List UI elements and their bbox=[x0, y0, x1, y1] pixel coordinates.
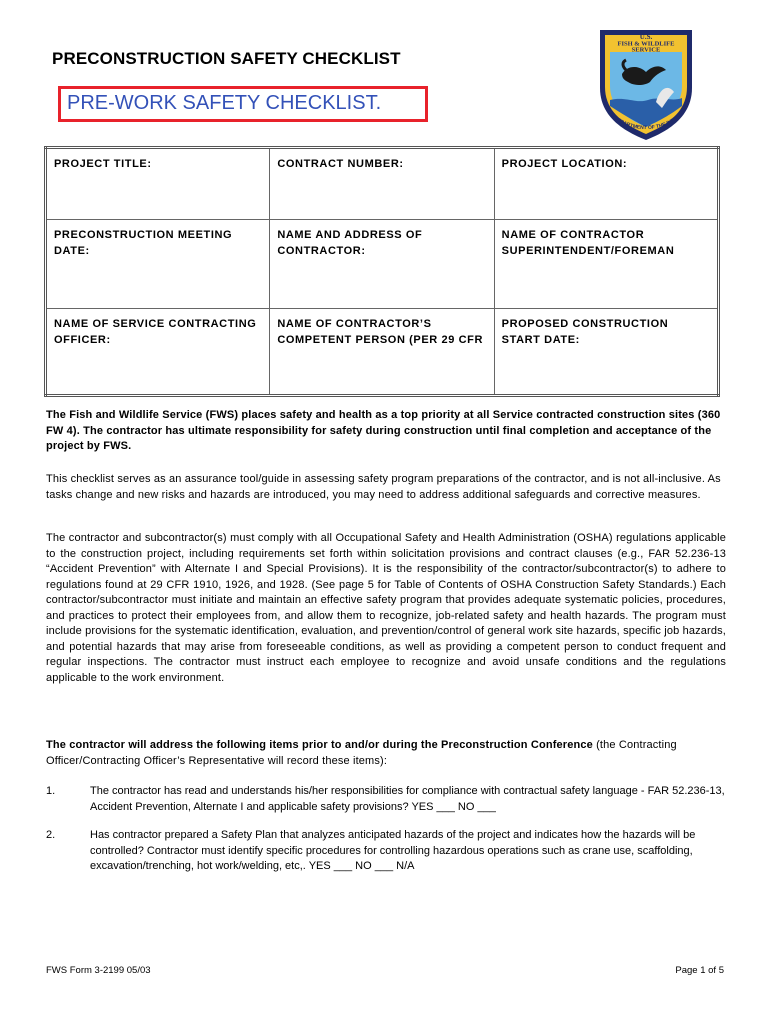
conference-items-intro-rest: (the Contracting Officer/Contracting Officer’s Representative will record these items): bbox=[46, 739, 677, 767]
form-id: FWS Form 3-2199 05/03 bbox=[46, 965, 151, 976]
project-info-table bbox=[44, 146, 720, 397]
page-title: PRECONSTRUCTION SAFETY CHECKLIST bbox=[52, 49, 401, 68]
contractor-address-field[interactable]: NAME AND ADDRESS OF CONTRACTOR: bbox=[270, 220, 494, 309]
project-title-field[interactable]: PROJECT TITLE: bbox=[46, 148, 270, 220]
table-row bbox=[46, 148, 719, 220]
osha-compliance-paragraph: The contractor and subcontractor(s) must comply with all Occupational Safety and Health Administration (OSHA) regulations applicable to the construction project, including requirements set forth within solicitation provisions and contract clauses (e.g., FAR 52.236-13 “Accident Prevention” with Alternate I and Special Provisions). It is the responsibility of the contractor/subcontractor(s) to adhere to regulations found at 29 CFR 1910, 1926, and 1928. (See page 5 for Table of Contents of OSHA Construction Safety Standards.) Each contractor/subcontractor must initiate and maintain an effective safety program that provides adequate systematic policies, procedures, and practices to protect their employees from, and allow them to recognize, job-related safety and health hazards. The program must include provisions for the systematic identification, evaluation, and prevention/control of general work site hazards, specific job hazards, and potential hazards that may arise from foreseeable conditions, as well as providing a competent person to conduct frequent and regular inspections. The contractor must instruct each employee to recognize and avoid unsafe conditions and the regulations applicable to the work environment. bbox=[46, 532, 726, 684]
page-number: Page 1 of 5 bbox=[675, 965, 724, 976]
meeting-date-field[interactable]: PRECONSTRUCTION MEETING DATE: bbox=[46, 220, 270, 309]
start-date-field[interactable]: PROPOSED CONSTRUCTION START DATE: bbox=[494, 309, 718, 396]
competent-person-field[interactable]: NAME OF CONTRACTOR’S COMPETENT PERSON (PER 29 CFR bbox=[270, 309, 494, 396]
fws-shield-logo bbox=[596, 26, 696, 142]
conference-items-intro bbox=[46, 738, 726, 769]
subtitle-box bbox=[58, 86, 428, 122]
table-row bbox=[46, 309, 719, 396]
superintendent-field[interactable]: NAME OF CONTRACTOR SUPERINTENDENT/FOREMAN bbox=[494, 220, 718, 309]
project-location-field[interactable]: PROJECT LOCATION: bbox=[494, 148, 718, 220]
checklist-purpose-paragraph: This checklist serves as an assurance tool/guide in assessing safety program preparations of the contractor, and is not all-inclusive. As tasks change and new risks and hazards are introduced, you may need to address additional safeguards and corrective measures. bbox=[46, 473, 721, 501]
subtitle: PRE-WORK SAFETY CHECKLIST. bbox=[67, 92, 382, 114]
contract-number-field[interactable]: CONTRACT NUMBER: bbox=[270, 148, 494, 220]
conference-items-intro-bold: The contractor will address the following items prior to and/or during the Preconstruction Conference bbox=[46, 739, 593, 751]
item-number: 1. bbox=[46, 785, 56, 797]
item-text: Has contractor prepared a Safety Plan that analyzes anticipated hazards of the project and indicates how the hazards will be controlled? Contractor must identify specific procedures for controlling hazardous operations such as crane use, scaffolding, excavation/trenching, hot work/welding, etc,. YES ___ NO ___ N/A bbox=[90, 829, 696, 872]
item-text: The contractor has read and understands his/her responsibilities for compliance with contractual safety language - FAR 52.236-13, Accident Prevention, Alternate I and applicable safety provisions? YES ___ NO ___ bbox=[90, 785, 725, 813]
item-number: 2. bbox=[46, 829, 56, 841]
intro-paragraph: The Fish and Wildlife Service (FWS) places safety and health as a top priority at all Service contracted construction sites (360 FW 4). The contractor has ultimate responsibility for safety during construction until final completion and acceptance of the project by FWS. bbox=[46, 409, 721, 452]
logo-ring-text: DEPARTMENT OF THE INTERI bbox=[613, 112, 683, 132]
contracting-officer-field[interactable]: NAME OF SERVICE CONTRACTING OFFICER: bbox=[46, 309, 270, 396]
logo-text-3: SERVICE bbox=[631, 46, 661, 54]
logo-text-1: U.S. bbox=[639, 33, 653, 41]
table-row bbox=[46, 220, 719, 309]
logo-text-2: FISH & WILDLIFE bbox=[617, 40, 675, 48]
